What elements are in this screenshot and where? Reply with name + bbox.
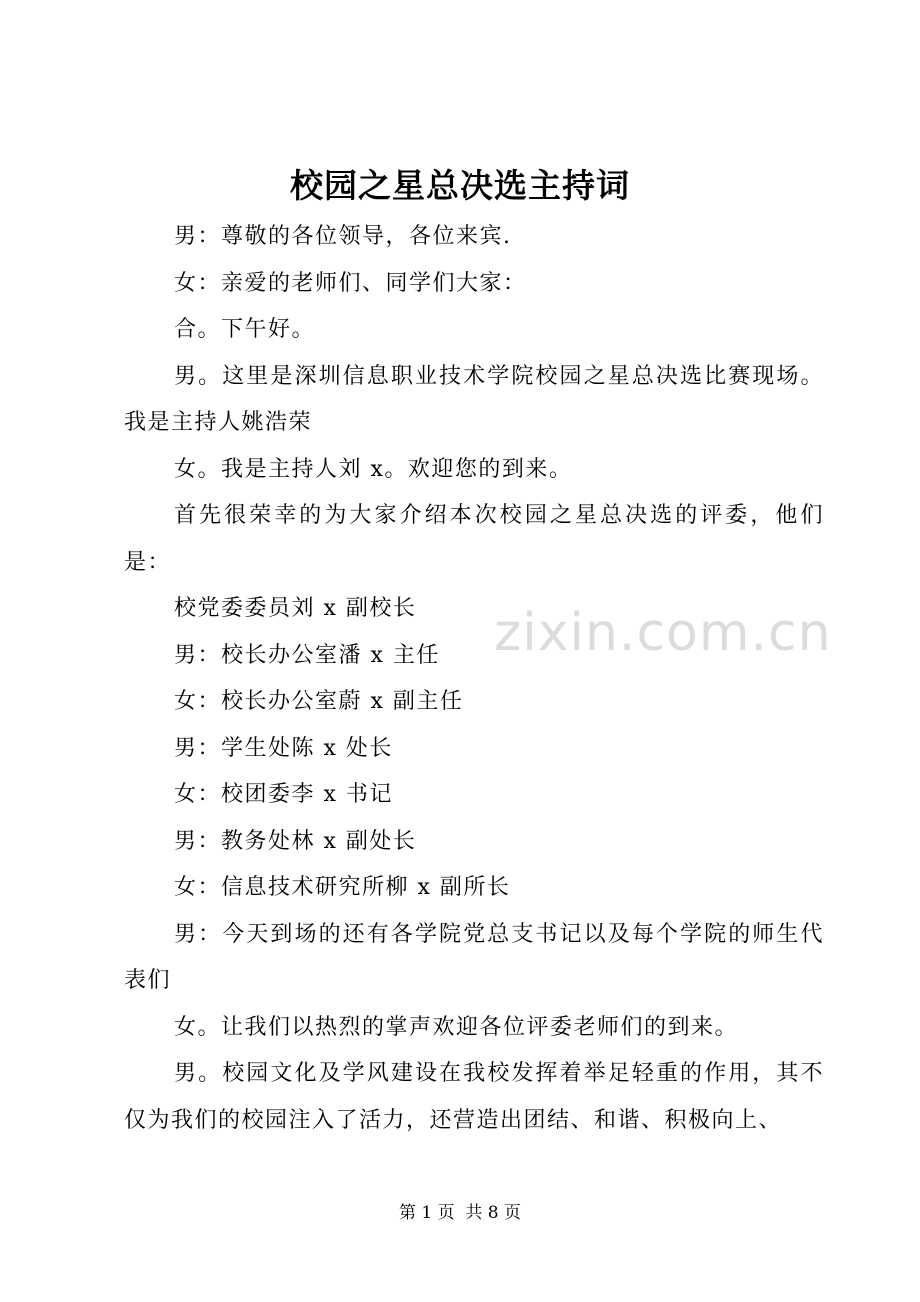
paragraph: 男：校长办公室潘 x 主任 (174, 642, 440, 668)
watermark: zixin.com.cn (494, 603, 832, 663)
page-footer (0, 1200, 920, 1226)
paragraph: 女：校团委李 x 书记 (174, 782, 393, 807)
paragraph: 合。下午好。 (174, 317, 316, 342)
page-title: 校园之星总决选主持词 (290, 166, 630, 205)
paragraph: 校党委委员刘 x 副校长 (174, 596, 417, 621)
paragraph: 男。这里是深圳信息职业技术学院校园之星总决选比赛现场。我是主持人姚浩荣 (124, 363, 824, 435)
paragraph: 男：今天到场的还有各学院党总支书记以及每个学院的师生代表们 (124, 921, 824, 993)
paragraph: 男：教务处林 x 副处长 (174, 828, 417, 854)
paragraph: 女。让我们以热烈的掌声欢迎各位评委老师们的到来。 (174, 1014, 739, 1040)
document-body (124, 214, 824, 1144)
paragraph: 女。我是主持人刘 x。欢迎您的到来。 (174, 456, 573, 482)
paragraph: 男：学生处陈 x 处长 (174, 735, 393, 761)
paragraph: 女：信息技术研究所柳 x 副所长 (174, 875, 511, 900)
paragraph: 女：校长办公室蔚 x 副主任 (174, 689, 464, 714)
page-number-label: 第 1 页 共 8 页 (398, 1203, 522, 1223)
paragraph: 女：亲爱的老师们、同学们大家： (174, 270, 527, 296)
paragraph: 男。校园文化及学风建设在我校发挥着举足轻重的作用，其不仅为我们的校园注入了活力，还营造出团结、和谐、积极向上、 (124, 1061, 824, 1133)
paragraph: 男：尊敬的各位领导，各位来宾. (174, 224, 512, 249)
paragraph: 首先很荣幸的为大家介绍本次校园之星总决选的评委，他们是： (124, 503, 824, 575)
